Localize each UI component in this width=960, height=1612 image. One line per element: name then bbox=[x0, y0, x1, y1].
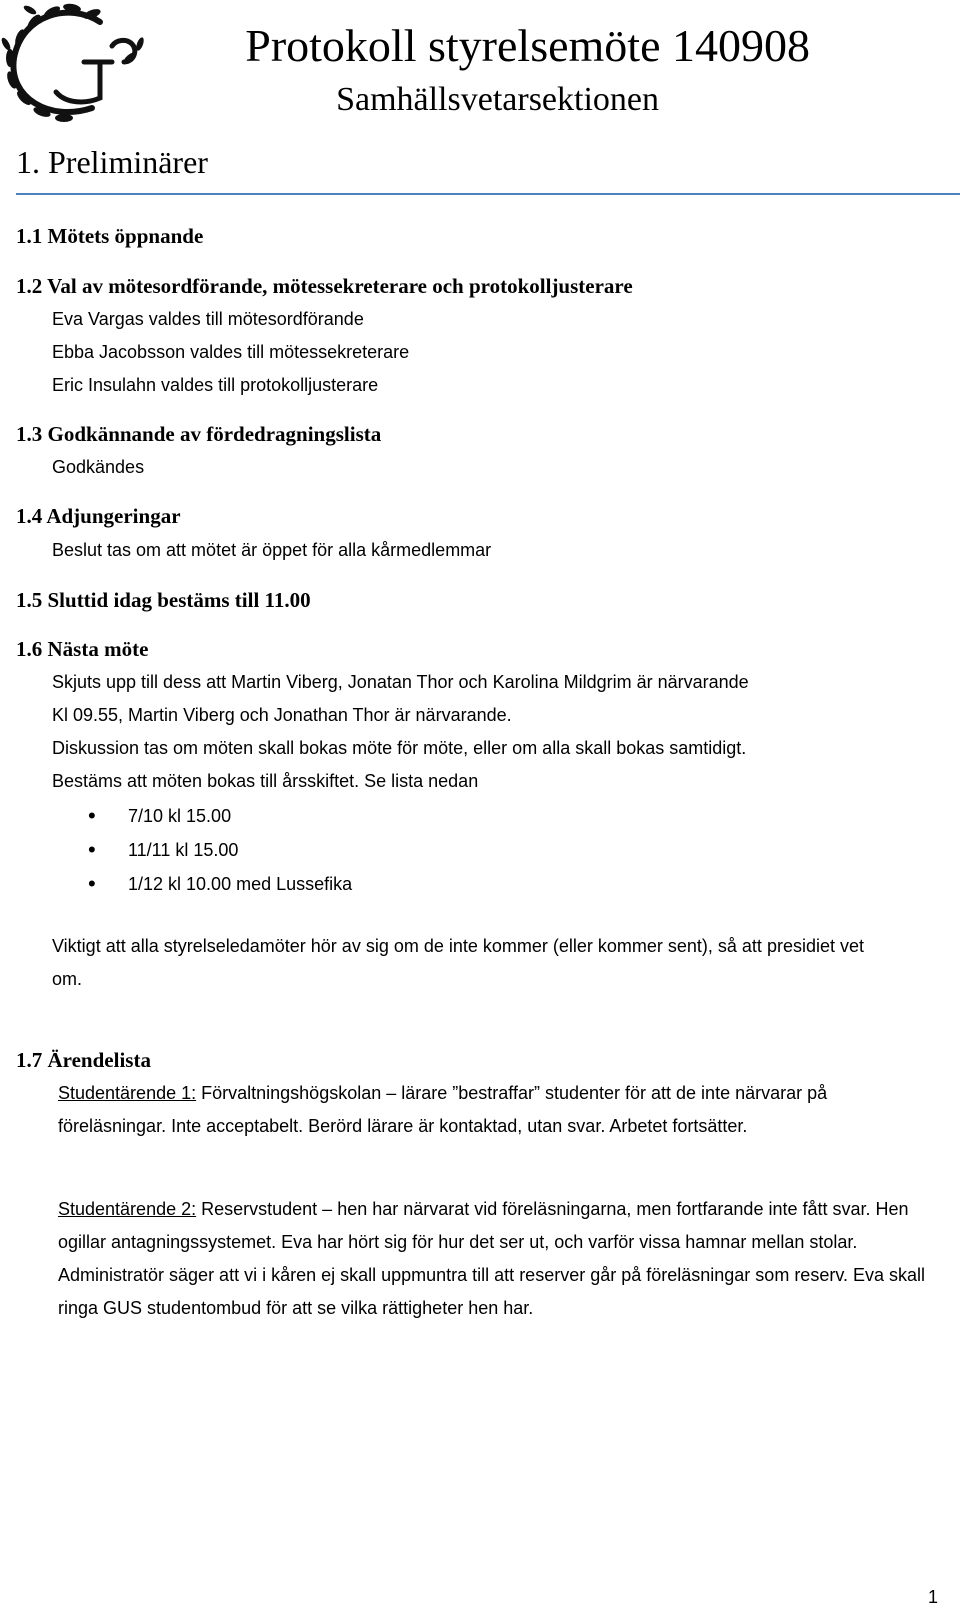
text-line: Godkändes bbox=[52, 457, 145, 477]
heading-1-3: 1.3 Godkännande av fördedragningslista bbox=[16, 422, 382, 446]
heading-1-4: 1.4 Adjungeringar bbox=[16, 504, 181, 528]
wreath-logo-icon bbox=[0, 0, 150, 130]
note-paragraph: Viktigt att alla styrelseledamöter hör av sig om de inte kommer (eller kommer sent), så att presidiet vet om. bbox=[52, 936, 864, 989]
case-text: Förvaltningshögskolan – lärare ”bestraffar” studenter för att de inte närvarar på föreläsningar. Inte acceptabelt. Berörd lärare är kontaktad, utan svar. Arbetet fortsätter. bbox=[58, 1083, 828, 1136]
list-item: • 11/11 kl 15.00 bbox=[80, 833, 352, 867]
document-title: Protokoll styrelsemöte 140908 bbox=[245, 20, 810, 71]
case-paragraph bbox=[58, 1077, 938, 1143]
heading-1-5: 1.5 Sluttid idag bestäms till 11.00 bbox=[16, 588, 311, 612]
heading-1-2: 1.2 Val av mötesordförande, mötessekreterare och protokolljusterare bbox=[16, 274, 633, 298]
document-subtitle: Samhällsvetarsektionen bbox=[336, 81, 659, 118]
text-line: Skjuts upp till dess att Martin Viberg, Jonatan Thor och Karolina Mildgrim är närvarande bbox=[52, 672, 749, 692]
text-line: Kl 09.55, Martin Viberg och Jonathan Thor är närvarande. bbox=[52, 705, 512, 725]
meeting-date-list bbox=[80, 799, 352, 901]
text-line: Eva Vargas valdes till mötesordförande bbox=[52, 309, 364, 329]
text-line: Beslut tas om att mötet är öppet för alla kårmedlemmar bbox=[52, 540, 492, 560]
list-item: • 1/12 kl 10.00 med Lussefika bbox=[80, 867, 352, 901]
case-label: Studentärende 1: bbox=[58, 1083, 197, 1103]
heading-1-1: 1.1 Mötets öppnande bbox=[16, 224, 204, 248]
heading-1-6: 1.6 Nästa möte bbox=[16, 637, 149, 661]
list-item: • 7/10 kl 15.00 bbox=[80, 799, 352, 833]
text-line: Diskussion tas om möten skall bokas möte för möte, eller om alla skall bokas samtidigt. bbox=[52, 738, 747, 758]
case-paragraph bbox=[58, 1193, 938, 1325]
heading-1-7: 1.7 Ärendelista bbox=[16, 1048, 151, 1072]
case-text: Reservstudent – hen har närvarat vid föreläsningarna, men fortfarande inte fått svar. Hen ogillar antagningssystemet. Eva har hört sig för hur det ser ut, och varför vissa hamnar mellan stolar. Administratör säger att vi i kåren ej skall uppmuntra till att reserver går på föreläsningar som reserv. Eva skall ringa GUS studentombud för att se vilka rättigheter hen har. bbox=[58, 1199, 926, 1318]
text-line: Eric Insulahn valdes till protokolljusterare bbox=[52, 375, 379, 395]
page-number: 1 bbox=[927, 1587, 938, 1607]
text-line: Bestäms att möten bokas till årsskiftet. Se lista nedan bbox=[52, 771, 479, 791]
case-label: Studentärende 2: bbox=[58, 1199, 197, 1219]
text-line: Ebba Jacobsson valdes till mötessekreterare bbox=[52, 342, 410, 362]
section-heading: 1. Preliminärer bbox=[16, 144, 208, 180]
heading-rule bbox=[16, 193, 960, 195]
